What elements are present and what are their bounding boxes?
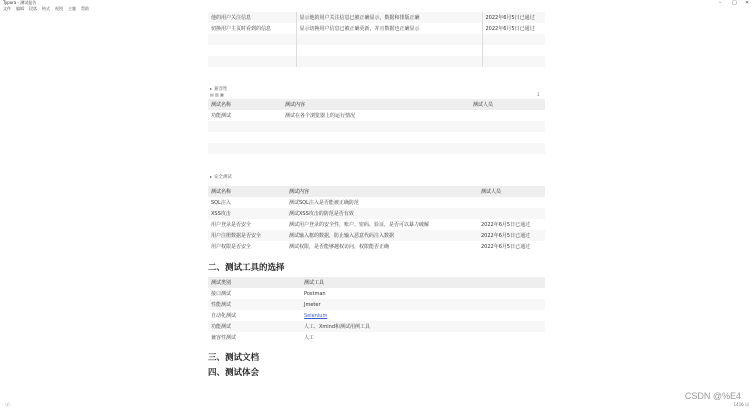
compat-caption[interactable]: ▸ 兼容性 <box>210 86 228 92</box>
heading-test-experience: 四、测试体会 <box>208 368 260 378</box>
table-row <box>208 56 545 67</box>
table-row: 功能测试 人工、Xmind和测试用例工具 <box>208 321 545 332</box>
window-title: Typora - 测试报告 <box>3 0 37 5</box>
source-code-toggle-icon[interactable]: 〈/〉 <box>3 402 13 407</box>
menu-help[interactable]: 帮助 <box>81 6 89 11</box>
table-toolbar-icons[interactable]: ▤ ▥ ▦ <box>210 92 224 97</box>
heading-tool-selection: 二、测试工具的选择 <box>208 263 285 273</box>
table-header: 测试名称 测试内容 测试人员 <box>208 186 545 197</box>
word-count[interactable]: 1416 词 <box>733 402 749 407</box>
table-row: SQL注入 测试SQL注入是否能被正确防范 <box>211 200 359 206</box>
tools-table <box>208 277 545 343</box>
table-header: 测试名称 测试内容 测试人员 <box>208 99 545 110</box>
table-row: 自动化测试 Selenium <box>211 312 328 319</box>
table-row <box>208 121 545 132</box>
table-row <box>208 143 545 154</box>
table-row: 性能测试 Jmeter <box>208 299 545 310</box>
user-info-table <box>208 12 545 67</box>
menu-edit[interactable]: 编辑 <box>16 6 24 11</box>
table-row: 用户登录是否安全 测试用户登录的安全性，账户、密码、验证，是否可以暴力破解 2022年6月5日已通过 <box>211 222 531 228</box>
selenium-link[interactable]: Selenium <box>304 312 328 319</box>
collapse-triangle-icon[interactable]: ▸ <box>210 174 213 179</box>
table-header: 测试类别 测试工具 <box>208 277 545 288</box>
security-caption[interactable]: ▸ 安全测试 <box>210 174 233 180</box>
menu-paragraph[interactable]: 段落 <box>29 6 37 11</box>
table-row <box>208 132 545 143</box>
security-table <box>208 186 545 252</box>
table-row: 兼容性测试 人工 <box>211 335 315 341</box>
csdn-watermark: CSDN @%E4 <box>684 391 741 401</box>
menu-view[interactable]: 视图 <box>55 6 63 11</box>
table-row: 用户注册数据是否安全 测试输入框的数据，防止输入恶意代码注入数据 2022年6月5日已通过 <box>208 230 545 241</box>
menu-format[interactable]: 格式 <box>42 6 50 11</box>
table-row <box>208 34 545 45</box>
heading-test-docs: 三、测试文档 <box>208 353 260 363</box>
table-row: 他的用户关注信息 显示他的用户关注信息已被正确显示，数据和排版正确 2022年6月5日已通过 <box>208 12 545 23</box>
collapse-triangle-icon[interactable]: ▸ <box>210 86 213 91</box>
minimize-icon[interactable]: – <box>719 0 722 6</box>
table-row <box>208 45 545 56</box>
table-row: 切换用户主页时看到的信息 显示切换用户信息已被正确更新，并且数据也正确显示 2022年6月5日已通过 <box>208 23 545 34</box>
table-row: 接口测试 Postman <box>211 290 326 297</box>
table-row: 用户权限是否安全 测试权限，是否能够越权访问，权限能否正确 2022年6月5日已通过 <box>211 244 531 250</box>
table-row: XSS攻击 测试XSS攻击的防范是否有效 <box>208 208 545 219</box>
menu-file[interactable]: 文件 <box>3 6 11 11</box>
table-row: 功能测试 测试在各个浏览器上的运行情况 <box>211 113 356 119</box>
close-icon[interactable]: ✕ <box>745 0 750 6</box>
maximize-icon[interactable]: □ <box>732 0 737 6</box>
compat-table <box>208 99 545 154</box>
table-count: 1 <box>537 92 540 97</box>
menu-theme[interactable]: 主题 <box>68 6 76 11</box>
